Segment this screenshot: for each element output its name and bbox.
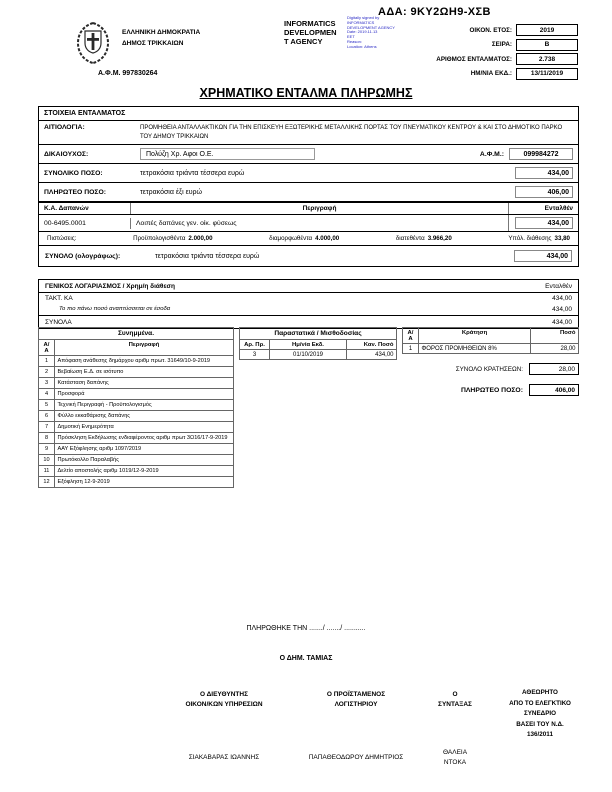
reason-label: ΑΙΤΙΟΛΟΓΙΑ:	[44, 124, 85, 131]
signature-director-name: ΣΙΑΚΑΒΑΡΑΣ ΙΩΑΝΝΗΣ	[188, 754, 260, 761]
payee-afm-label: Α.Φ.Μ.:	[479, 150, 504, 158]
authority-republic: ΕΛΛΗΝΙΚΗ ΔΗΜΟΚΡΑΤΙΑ	[122, 29, 201, 36]
general-account-row	[39, 304, 578, 315]
payable-amount-value: 406,00	[515, 186, 573, 198]
signature-author-name	[424, 748, 486, 767]
attachments-column	[38, 327, 234, 488]
deductions-col-aa: Α/Α	[403, 328, 419, 344]
agency-line: T AGENCY	[284, 37, 323, 46]
vouchers-header-row	[240, 340, 397, 350]
meta-row-date	[420, 68, 578, 80]
attachment-row	[39, 422, 234, 433]
attachments-title: Συνημμένα.	[38, 327, 234, 339]
paid-on-line: ΠΛΗΡΩΘΗΚΕ ΤΗΝ ......./ ......./ ...........	[246, 625, 366, 632]
total-amount-row	[39, 164, 578, 183]
attachments-col-descr: Περιγραφή	[55, 340, 234, 356]
deduction-row	[403, 344, 579, 354]
attachment-descr: Πρόσκληση Εκδήλωσης ενδιαφέροντος αριθμ πρωτ 3Ω16/17-9-2019	[55, 433, 234, 444]
vouchers-col-num: Αρ. Πρ.	[240, 340, 270, 350]
page-title: ΧΡΗΜΑΤΙΚΟ ΕΝΤΑΛΜΑ ΠΛΗΡΩΜΗΣ	[199, 86, 413, 100]
audit-line: ΑΘΕΩΡΗΤΟ	[522, 689, 558, 696]
expense-table-row	[39, 215, 578, 232]
role-line: ΟΙΚΟΝ/ΚΩΝ ΥΠΗΡΕΣΙΩΝ	[185, 700, 263, 708]
expense-table-header	[39, 203, 578, 215]
deductions-table	[402, 327, 579, 354]
net-payable-value: 406,00	[529, 384, 579, 396]
audit-line: ΑΠΟ ΤΟ ΕΛΕΓΚΤΙΚΟ	[509, 699, 571, 707]
col-header-description: Περιγραφή	[302, 205, 337, 212]
credits-label-wrap	[47, 235, 77, 242]
payee-name: Πολύζη Χρ. Αφοι Ο.Ε.	[140, 148, 315, 160]
role-line: Ο	[452, 691, 458, 698]
signature-head-accountant-name: ΠΑΠΑΘΕΟΔΩΡΟΥ ΔΗΜΗΤΡΙΟΣ	[308, 754, 404, 761]
role-line: Ο ΔΙΕΥΘΥΝΤΗΣ	[200, 691, 248, 698]
attachments-col-aa: Α/Α	[39, 340, 55, 356]
attachment-aa: 11	[39, 466, 55, 477]
attachment-descr: Προσφορά	[55, 389, 234, 400]
meta-value-year: 2019	[516, 24, 578, 36]
role-line: ΣΥΝΤΑΞΑΣ	[438, 700, 472, 708]
meta-value-series: Β	[516, 39, 578, 51]
signature-line: Reason:	[347, 38, 362, 44]
ga-row-value: 434,00	[552, 306, 572, 313]
expense-total-words: τετρακόσια τριάντα τέσσερα ευρώ	[155, 252, 260, 260]
attachment-aa: 4	[39, 389, 55, 400]
meta-label: ΑΡΙΘΜΟΣ ΕΝΤΑΛΜΑΤΟΣ:	[436, 55, 512, 63]
payable-amount-words: τετρακόσια έξι ευρώ	[140, 188, 203, 196]
expense-ka: 00-6495.0001	[39, 218, 131, 229]
attachment-descr: Απόφαση ανάθεσης δημάρχου αριθμ πρωτ. 31649/10-9-2019	[55, 356, 234, 367]
voucher-num: 3	[240, 350, 270, 360]
ga-row-label: ΤΑΚΤ. ΚΑ	[45, 295, 73, 302]
expense-total-label: ΣΥΝΟΛΟ (ολογράφως):	[45, 252, 121, 260]
attachment-row	[39, 367, 234, 378]
signature-head-accountant-role	[296, 690, 416, 709]
section-title: ΣΤΟΙΧΕΙΑ ΕΝΤΑΛΜΑΤΟΣ	[39, 107, 578, 121]
voucher-row	[240, 350, 397, 360]
credit-label: διαμορφωθέντα	[269, 235, 313, 242]
attachment-descr: Βεβαίωση Ε.Δ. σε ισότυπο	[55, 367, 234, 378]
mid-columns	[38, 327, 579, 488]
signature-line: Date: 2019.11.13	[347, 29, 378, 35]
deductions-total-label: ΣΥΝΟΛΟ ΚΡΑΤΗΣΕΩΝ:	[455, 365, 523, 373]
vouchers-title: Παραστατικά / Μισθοδοσίας	[239, 327, 397, 339]
net-payable-row	[402, 384, 579, 396]
ga-row-value: 434,00	[552, 295, 572, 302]
payable-amount-label: ΠΛΗΡΩΤΕΟ ΠΟΣΟ:	[44, 188, 107, 196]
total-amount-words: τετρακόσια τριάντα τέσσερα ευρώ	[140, 169, 245, 177]
total-amount-value: 434,00	[515, 167, 573, 179]
credit-label: Υπόλ. διάθεσης	[508, 235, 552, 242]
treasurer-title: Ο ΔΗΜ. ΤΑΜΙΑΣ	[279, 655, 333, 662]
credit-budgeted	[133, 235, 212, 242]
vouchers-table	[239, 339, 397, 360]
audit-court-note	[494, 688, 586, 741]
general-account-header	[39, 280, 578, 293]
expense-total-value: 434,00	[514, 250, 572, 262]
expense-amount-cell	[508, 215, 578, 231]
credit-remaining	[508, 235, 570, 242]
deduction-amount: 28,00	[531, 344, 579, 354]
authority-municipality: ΔΗΜΟΣ ΤΡΙΚΚΑΙΩΝ	[122, 40, 184, 47]
reason-text: ΠΡΟΜΗΘΕΙΑ ΑΝΤΑΛΛΑΚΤΙΚΩΝ ΓΙΑ ΤΗΝ ΕΠΙΣΚΕΥΗ ΕΞΩΤΕΡΙΚΗΣ ΜΕΤΑΛΛΙΚΗΣ ΠΟΡΤΑΣ ΤΟΥ ΠΝΕΥΜΑΤΙΚΟΥ ΚΕΝΤΡΟΥ & ΚΑΙ ΣΤΟ ΔΗΜΟΤΙΚΟ ΠΑΡΚΟ ΤΟΥ ΔΗΜΟΥ ΤΡΙΚΚΑΙΩΝ	[140, 125, 563, 140]
signature-line: Location: Athens	[347, 43, 377, 49]
ada-number: ΑΔΑ: 9ΚΥ2ΩΗ9-ΧΣΒ	[378, 6, 491, 18]
credits-row	[39, 232, 578, 246]
col-header-amount: Ενταλθέν	[508, 203, 578, 214]
credit-value: 3.966,20	[427, 235, 452, 242]
issuing-authority	[122, 27, 200, 49]
digital-signature-block	[347, 16, 409, 50]
ga-row-note: Το πιο πάνω ποσό αναπτύσσεται σε έσοδα	[59, 306, 171, 312]
credit-formed	[269, 235, 339, 242]
payee-row	[39, 145, 578, 164]
net-payable-label: ΠΛΗΡΩΤΕΟ ΠΟΣΟ:	[460, 386, 523, 394]
attachment-descr: Φύλλο εκκαθάρισης δαπάνης	[55, 411, 234, 422]
credit-value: 2.000,00	[188, 235, 213, 242]
signature-author-role	[424, 690, 486, 709]
meta-row-number	[420, 53, 578, 65]
meta-row-year	[420, 24, 578, 36]
deduction-aa: 1	[403, 344, 419, 354]
attachment-aa: 3	[39, 378, 55, 389]
document-meta-table	[420, 24, 578, 82]
ga-total-label: ΣΥΝΟΛΑ	[45, 318, 72, 326]
signature-line: Digitally signed by	[347, 15, 380, 20]
attachment-row	[39, 356, 234, 367]
attachment-aa: 1	[39, 356, 55, 367]
attachment-row	[39, 455, 234, 466]
name-line: ΝΤΟΚΑ	[443, 758, 467, 766]
role-line: Ο ΠΡΟΪΣΤΑΜΕΝΟΣ	[326, 691, 386, 698]
expense-code-section	[38, 202, 579, 267]
attachment-descr: Κατάσταση δαπάνης	[55, 378, 234, 389]
signature-line: DEVELOPMENT AGENCY	[347, 24, 395, 30]
attachment-descr: Δημοτική Ενημερότητα	[55, 422, 234, 433]
attachment-row	[39, 389, 234, 400]
attachment-aa: 10	[39, 455, 55, 466]
attachment-aa: 12	[39, 477, 55, 488]
col-header-ka: Κ.Α. Δαπανών	[39, 203, 131, 214]
meta-row-series	[420, 39, 578, 51]
attachment-aa: 9	[39, 444, 55, 455]
informatics-agency-stamp	[284, 19, 337, 46]
attachment-aa: 8	[39, 433, 55, 444]
attachment-row	[39, 411, 234, 422]
attachment-aa: 6	[39, 411, 55, 422]
credits-label: Πιστώσεις:	[47, 235, 77, 242]
signature-director-role	[158, 690, 290, 709]
signature-line: INFORMATICS	[347, 19, 375, 25]
deductions-total-value: 28,00	[529, 363, 579, 375]
name-line: ΘΑΛΕΙΑ	[442, 749, 468, 756]
authority-afm: Α.Φ.Μ. 997830264	[98, 70, 158, 77]
attachment-row	[39, 477, 234, 488]
attachment-descr: Εξόφληση 12-9-2019	[55, 477, 234, 488]
attachment-descr: Δελτίο αποστολής αριθμ 1019/12-9-2019	[55, 466, 234, 477]
attachment-descr: ΑΑΥ Εξόφλησης αριθμ 1097/2019	[55, 444, 234, 455]
credit-value: 33,80	[554, 235, 570, 242]
credit-label: Προϋπολογισθέντα	[133, 235, 186, 242]
payee-label: ΔΙΚΑΙΟΥΧΟΣ:	[44, 150, 89, 158]
expense-total-row	[39, 246, 578, 266]
meta-value-date: 13/11/2019	[516, 68, 578, 80]
deduction-name: ΦΟΡΟΣ ΠΡΟΜΗΘΕΙΩΝ 8%	[419, 344, 531, 354]
credit-allocated	[396, 235, 452, 242]
attachment-row	[39, 466, 234, 477]
general-account-title: ΓΕΝΙΚΟΣ ΛΟΓΑΡΙΑΣΜΟΣ / Χρημ/η διάθεση	[45, 282, 175, 290]
general-account-col-amount: Ενταλθέν	[545, 282, 572, 290]
attachment-aa: 5	[39, 400, 55, 411]
vouchers-col-date: Ημ/νία Εκδ.	[270, 340, 347, 350]
signature-line: EET	[347, 34, 355, 40]
deductions-total-row	[402, 363, 579, 375]
agency-line: INFORMATICS	[284, 19, 336, 28]
audit-line: 136/2011	[527, 731, 553, 738]
credit-label: διατεθέντα	[395, 235, 425, 242]
voucher-amount: 434,00	[347, 350, 397, 360]
vouchers-col-amount: Καν. Ποσό	[347, 340, 397, 350]
attachment-aa: 7	[39, 422, 55, 433]
reason-row	[39, 121, 578, 145]
role-line: ΛΟΓΙΣΤΗΡΙΟΥ	[334, 700, 378, 708]
attachment-row	[39, 400, 234, 411]
attachments-table	[38, 339, 234, 488]
audit-line: ΣΥΝΕΔΡΙΟ	[523, 710, 557, 717]
expense-description: Λοιπές δαπάνες γεν. οίκ. φύσεως	[136, 219, 237, 227]
attachment-row	[39, 378, 234, 389]
attachment-row	[39, 433, 234, 444]
meta-label: ΟΙΚΟΝ. ΕΤΟΣ:	[469, 26, 512, 34]
payee-afm-value: 099984272	[509, 148, 573, 160]
audit-line: ΒΑΣΕΙ ΤΟΥ Ν.Δ.	[516, 720, 564, 728]
general-account-section	[38, 279, 579, 329]
meta-label: ΣΕΙΡΑ:	[491, 41, 512, 48]
deductions-header-row	[403, 328, 579, 344]
order-details-section	[38, 106, 579, 202]
general-account-row	[39, 293, 578, 304]
credit-value: 4.000,00	[315, 235, 340, 242]
voucher-date: 01/10/2019	[270, 350, 347, 360]
meta-label: ΗΜ/ΝΙΑ ΕΚΔ.:	[470, 70, 512, 77]
total-amount-label: ΣΥΝΟΛΙΚΟ ΠΟΣΟ:	[44, 169, 103, 177]
attachment-descr: Τεχνική Περιγραφή - Προϋπολογισμός	[55, 400, 234, 411]
vouchers-column	[239, 327, 397, 360]
ga-total-value: 434,00	[552, 318, 572, 326]
attachment-aa: 2	[39, 367, 55, 378]
deductions-col-name: Κράτηση	[419, 328, 531, 344]
attachments-header-row	[39, 340, 234, 356]
payable-amount-row	[39, 183, 578, 201]
attachment-descr: Πρωτόκολλο Παραλαβής	[55, 455, 234, 466]
expense-amount: 434,00	[515, 217, 573, 229]
attachment-row	[39, 444, 234, 455]
deductions-col-amount: Ποσό	[531, 328, 579, 344]
agency-line: DEVELOPMEN	[284, 28, 337, 37]
meta-value-number: 2.738	[516, 53, 578, 65]
deductions-column	[402, 327, 579, 396]
greek-emblem-icon	[70, 20, 116, 66]
